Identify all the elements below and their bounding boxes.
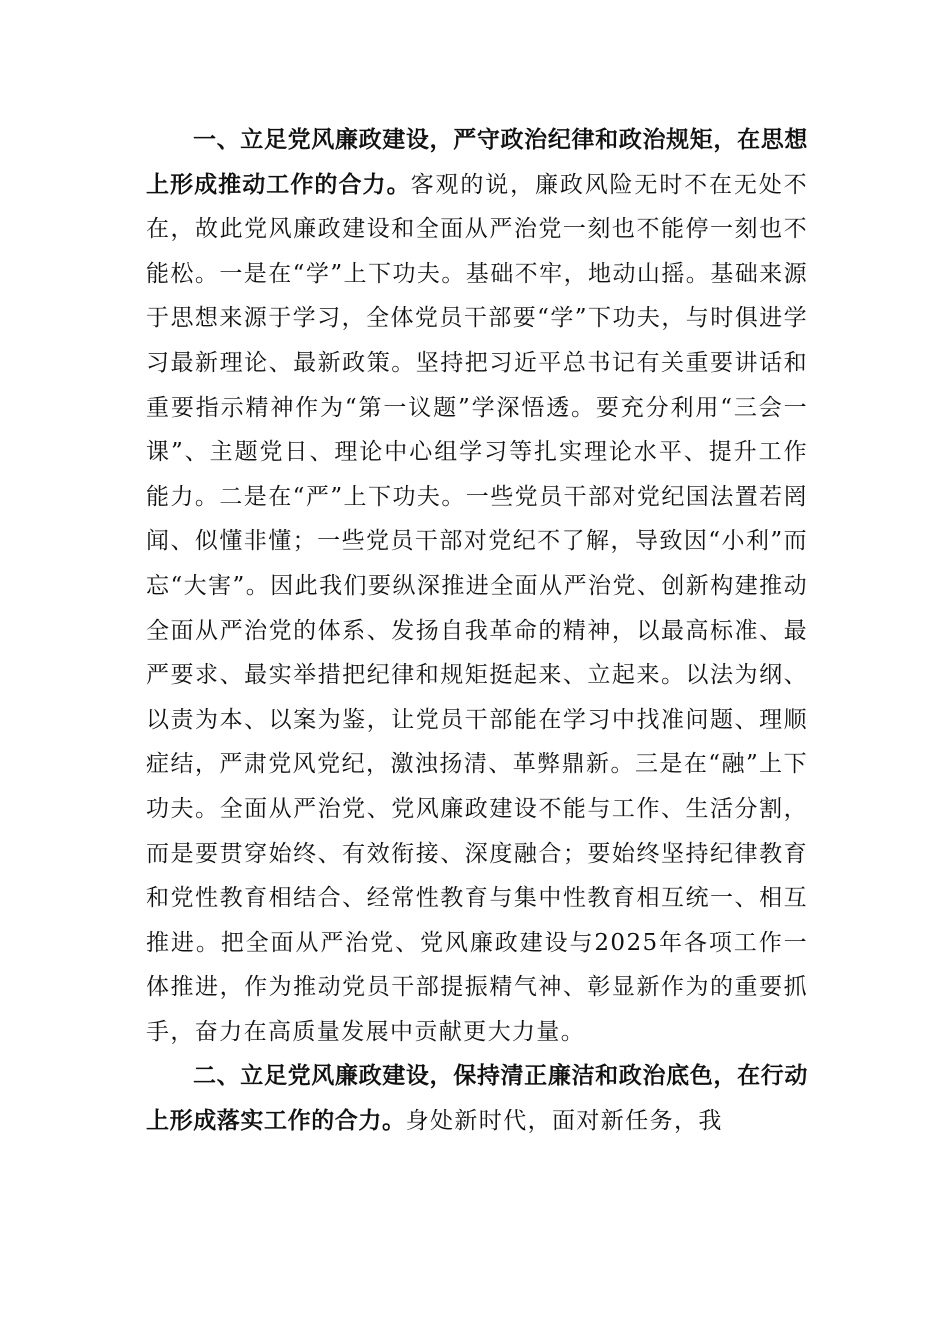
paragraph-1-text: 客观的说，廉政风险无时不在无处不在，故此党风廉政建设和全面从严治党一刻也不能停一刻也不能松。一是在“学”上下功夫。基础不牢，地动山摇。基础来源于思想来源于学习，全体党员干部要“学”下功夫，与时俱进学习最新理论、最新政策。坚持把习近平总书记有关重要讲话和重要指示精神作为“第一议题”学深悟透。要充分利用“三会一课”、主题党日、理论中心组学习等扎实理论水平、提升工作能力。二是在“严”上下功夫。一些党员干部对党纪国法置若罔闻、似懂非懂；一些党员干部对党纪不了解，导致因“小利”而忘“大害”。因此我们要纵深推进全面从严治党、创新构建推动全面从严治党的体系、发扬自我革命的精神，以最高标准、最严要求、最实举措把纪律和规矩挺起来、立起来。以法为纲、以责为本、以案为鉴，让党员干部能在学习中找准问题、理顺症结，严肃党风党纪，激浊扬清、革弊鼎新。三是在“融”上下功夫。全面从严治党、党风廉政建设不能与工作、生活分割，而是要贯穿始终、有效衔接、深度融合；要始终坚持纪律教育和党性教育相结合、经常性教育与集中性教育相互统一、相互推进。把全面从严治党、党风廉政建设与2025年各项工作一体推进，作为推动党员干部提振精气神、彰显新作为的重要抓手，奋力在高质量发展中贡献更大力量。 (146, 171, 808, 1045)
paragraph-1 (146, 118, 808, 1054)
document-body (146, 118, 808, 1144)
paragraph-2-text: 身处新时代，面对新任务，我 (405, 1108, 723, 1135)
paragraph-2-heading: 二、立足党风廉政建设，保持清正廉洁和政治底色，在行动上形成落实工作的合力。 (146, 1063, 808, 1135)
paragraph-2 (146, 1054, 808, 1143)
paragraph-1-heading: 一、立足党风廉政建设，严守政治纪律和政治规矩，在思想上形成推动工作的合力。 (146, 127, 808, 198)
